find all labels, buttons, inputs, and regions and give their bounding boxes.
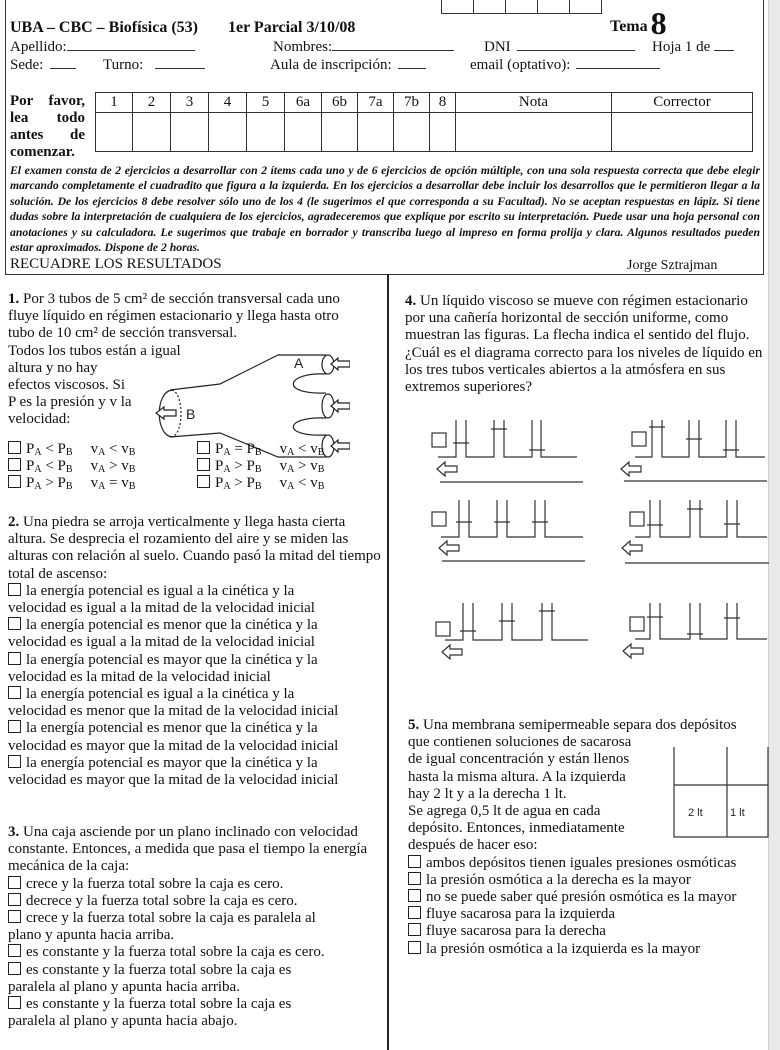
checkbox[interactable] xyxy=(8,755,21,768)
col-4: 4 xyxy=(209,93,247,113)
col-7a: 7a xyxy=(358,93,394,113)
apellido-label: Apellido: xyxy=(10,39,67,55)
checkbox[interactable] xyxy=(8,996,21,1009)
checkbox[interactable] xyxy=(408,889,421,902)
nombres-label: Nombres: xyxy=(273,39,333,55)
grade-cell[interactable] xyxy=(209,113,247,152)
nota-cell[interactable] xyxy=(456,113,612,152)
option[interactable]: la energía potencial es igual a la cinética y la velocidad es menor que la mitad de la velocidad inicial xyxy=(8,686,339,720)
grade-cell[interactable] xyxy=(394,113,430,152)
option[interactable]: la presión osmótica a la izquierda es la mayor xyxy=(408,941,768,958)
grade-cell[interactable] xyxy=(358,113,394,152)
checkbox[interactable] xyxy=(8,583,21,596)
question-text: hay 2 lt y a la derecha 1 lt. xyxy=(408,785,567,802)
col-2: 2 xyxy=(133,93,171,113)
question-text: tubo de 10 cm² de sección transversal. xyxy=(8,325,238,342)
label-b: B xyxy=(186,406,196,422)
question-text: Una piedra se arroja verticalmente y llega hasta cierta altura. Se desprecia el rozamiento del aire y se miden las alturas con relación al suelo. Cuando pasó la mitad del tiempo total de ascenso: xyxy=(8,514,381,582)
please-read-line: Por favor, xyxy=(10,93,85,109)
field-turno xyxy=(103,56,205,74)
dni-input[interactable] xyxy=(517,38,635,51)
question-number: 1. xyxy=(8,291,20,307)
question-text: efectos viscosos. Si xyxy=(8,377,126,394)
checkbox[interactable] xyxy=(8,652,21,665)
pipe-diagrams xyxy=(405,410,770,660)
question-text: altura y no hay xyxy=(8,359,98,376)
osmosis-tank-diagram xyxy=(672,745,772,845)
exam-instructions: El examen consta de 2 ejercicios a desarrollar con 2 ítems cada uno y de 6 ejercicios de opción múltiple, con una sola respuesta correcta que debe elegir marcando completamente el cuadradito que figura a la izquierda. En los ejercicios a desarrollar debe incluir los desarrollos que le permitieron llegar a la solución. De los ejercicios 8 debe resolver sólo uno de los 4 (le sugerimos el que corresponda a su Facultad). No se aceptan respuestas en lápiz. Si tiene dudas sobre la interpretación de cualquiera de los ejercicios, agradeceremos que explique por escrito su interpretación. Puede usar una hoja personal con anotaciones y su calculadora. Le sugerimos que trabaje en borrador y transcriba luego al impreso en forma prolija y clara. Algunos resultados pueden estar aproximados. Dispone de 2 horas. xyxy=(10,164,760,255)
tema-number: 8 xyxy=(650,5,667,41)
diagram-option-1 xyxy=(432,420,583,482)
grade-table-header xyxy=(96,93,753,113)
field-sede xyxy=(10,56,76,74)
checkbox[interactable] xyxy=(8,944,21,957)
col-5: 5 xyxy=(247,93,285,113)
field-nombres xyxy=(273,38,454,56)
grade-cell[interactable] xyxy=(171,113,209,152)
recuadre-note: RECUADRE LOS RESULTADOS xyxy=(10,256,222,272)
col-nota: Nota xyxy=(456,93,612,113)
checkbox[interactable] xyxy=(197,475,210,488)
corrector-cell[interactable] xyxy=(612,113,753,152)
checkbox[interactable] xyxy=(408,923,421,936)
grade-table-row xyxy=(96,113,753,152)
email-input[interactable] xyxy=(576,56,660,69)
question-text: P es la presión y v la xyxy=(8,394,132,411)
grade-cell[interactable] xyxy=(247,113,285,152)
checkbox[interactable] xyxy=(8,458,21,471)
email-label: email (optativo): xyxy=(470,57,571,73)
option[interactable]: $P_A > P_B$ $v_A < v_B$ xyxy=(197,475,324,492)
col-7b: 7b xyxy=(394,93,430,113)
option[interactable]: no se puede saber qué presión osmótica es la mayor xyxy=(408,889,768,906)
question-text: Por 3 tubos de 5 cm² de sección transversal cada uno xyxy=(23,291,340,307)
turno-label: Turno: xyxy=(103,57,144,73)
option[interactable]: $P_A < P_B$ $v_A > v_B$ xyxy=(8,458,135,475)
turno-input[interactable] xyxy=(155,56,205,69)
checkbox[interactable] xyxy=(8,475,21,488)
checkbox[interactable] xyxy=(8,910,21,923)
option[interactable]: la energía potencial es mayor que la cinética y la velocidad es mayor que la mitad de la velocidad inicial xyxy=(8,754,339,789)
option[interactable]: $P_A < P_B$ $v_A < v_B$ xyxy=(8,441,135,458)
question-text: después de hacer eso: xyxy=(408,837,538,854)
question-text: que contienen soluciones de sacarosa xyxy=(408,734,632,751)
col-8: 8 xyxy=(430,93,456,113)
grade-cell[interactable] xyxy=(322,113,358,152)
question-text: Se agrega 0,5 lt de agua en cada xyxy=(408,803,601,820)
question-text: fluye líquido en régimen estacionario y llega hasta otro xyxy=(8,308,339,325)
hoja-label: Hoja 1 de xyxy=(652,39,711,55)
please-read-line: antes de xyxy=(10,127,85,143)
sede-label: Sede: xyxy=(10,57,44,73)
author-name: Jorge Sztrajman xyxy=(627,258,718,273)
tema-label xyxy=(610,5,667,42)
question-4 xyxy=(405,293,765,396)
question-number: 2. xyxy=(8,514,20,530)
course-name: UBA – CBC – Biofísica (53) xyxy=(10,19,198,36)
question-text: velocidad: xyxy=(8,411,71,428)
please-read-line: lea todo xyxy=(10,110,85,126)
tema-text: Tema xyxy=(610,18,648,35)
checkbox[interactable] xyxy=(8,720,21,733)
col-1: 1 xyxy=(96,93,133,113)
option[interactable]: ambos depósitos tienen iguales presiones osmóticas xyxy=(408,855,768,872)
checkbox[interactable] xyxy=(8,441,21,454)
apellido-input[interactable] xyxy=(67,38,195,51)
tank-right-label: 1 lt xyxy=(730,807,745,819)
checkbox[interactable] xyxy=(8,617,21,630)
grade-cell[interactable] xyxy=(96,113,133,152)
option[interactable]: la energía potencial es mayor que la cinética y la velocidad es la mitad de la velocidad inicial xyxy=(8,651,318,685)
checkbox[interactable] xyxy=(8,686,21,699)
checkbox[interactable] xyxy=(197,458,210,471)
question-text: de igual concentración y están llenos xyxy=(408,751,630,768)
aula-input[interactable] xyxy=(398,56,426,69)
field-email xyxy=(470,56,660,74)
column-divider xyxy=(387,274,389,1050)
option[interactable]: decrece y la fuerza total sobre la caja es cero. xyxy=(8,893,384,910)
checkbox[interactable] xyxy=(8,893,21,906)
question-number: 5. xyxy=(408,717,420,733)
question-3 xyxy=(8,824,384,1030)
option[interactable]: es constante y la fuerza total sobre la caja es paralela al plano y apunta hacia arriba. xyxy=(8,961,292,995)
exam-date: 1er Parcial 3/10/08 xyxy=(228,19,356,36)
dni-label: DNI xyxy=(484,39,511,55)
q1-options-right xyxy=(197,441,324,493)
tank-left-label: 2 lt xyxy=(688,807,703,819)
sede-input[interactable] xyxy=(50,56,76,69)
question-text: depósito. Entonces, inmediatamente xyxy=(408,820,625,837)
option[interactable]: es constante y la fuerza total sobre la caja es paralela al plano y apunta hacia abajo. xyxy=(8,996,292,1030)
option[interactable]: la presión osmótica a la derecha es la mayor xyxy=(408,872,768,889)
field-hoja xyxy=(652,38,734,56)
please-read-note xyxy=(10,93,85,161)
grade-cell[interactable] xyxy=(133,113,171,152)
checkbox[interactable] xyxy=(8,962,21,975)
option[interactable]: $P_A = P_B$ $v_A < v_B$ xyxy=(197,441,324,458)
col-6a: 6a xyxy=(285,93,322,113)
label-a: A xyxy=(294,355,304,371)
col-3: 3 xyxy=(171,93,209,113)
option[interactable]: la energía potencial es menor que la cinética y la velocidad es mayor que la mitad de la velocidad inicial xyxy=(8,720,339,754)
question-number: 4. xyxy=(405,293,417,309)
grade-cell[interactable] xyxy=(430,113,456,152)
please-read-line: comenzar. xyxy=(10,144,75,160)
option[interactable]: fluye sacarosa para la izquierda xyxy=(408,906,768,923)
checkbox[interactable] xyxy=(408,906,421,919)
checkbox[interactable] xyxy=(408,941,421,954)
question-text: Una membrana semipermeable separa dos depósitos xyxy=(423,717,737,733)
option[interactable]: crece y la fuerza total sobre la caja es cero. xyxy=(8,876,384,893)
field-dni xyxy=(484,38,635,56)
question-text: Todos los tubos están a igual xyxy=(8,342,181,359)
checkbox[interactable] xyxy=(408,855,421,868)
option[interactable]: fluye sacarosa para la derecha xyxy=(408,923,768,940)
grade-table xyxy=(95,92,753,152)
col-corrector: Corrector xyxy=(612,93,753,113)
grade-cell[interactable] xyxy=(285,113,322,152)
hoja-input[interactable] xyxy=(714,38,734,51)
exam-title xyxy=(10,19,355,37)
option[interactable]: es constante y la fuerza total sobre la caja es cero. xyxy=(8,944,384,961)
col-6b: 6b xyxy=(322,93,358,113)
option[interactable]: $P_A > P_B$ $v_A = v_B$ xyxy=(8,475,135,492)
nombres-input[interactable] xyxy=(332,38,454,51)
question-text: Un líquido viscoso se mueve con régimen estacionario por una cañería horizontal de sección uniforme, como muestran las figuras. La flecha indica el sentido del flujo. ¿Cuál es el diagrama correcto para los niveles de líquido en los tres tubos verticales abiertos a la atmósfera en sus extremos superiores? xyxy=(405,293,763,396)
option[interactable]: crece y la fuerza total sobre la caja es paralela al plano y apunta hacia arriba. xyxy=(8,910,316,944)
question-text: Una caja asciende por un plano inclinado con velocidad constante. Entonces, a medida que pasa el tiempo la energía mecánica de la caja: xyxy=(8,824,368,875)
checkbox[interactable] xyxy=(408,872,421,885)
question-2 xyxy=(8,514,384,789)
question-number: 3. xyxy=(8,824,20,840)
q1-options-left xyxy=(8,441,135,493)
checkbox[interactable] xyxy=(197,441,210,454)
question-text: hasta la misma altura. A la izquierda xyxy=(408,768,626,785)
field-aula xyxy=(270,56,426,74)
field-apellido xyxy=(10,38,195,56)
checkbox[interactable] xyxy=(8,876,21,889)
checkbox[interactable] xyxy=(432,433,446,447)
option[interactable]: $P_A > P_B$ $v_A > v_B$ xyxy=(197,458,324,475)
option[interactable]: la energía potencial es igual a la cinética y la velocidad es igual a la mitad de la velocidad inicial xyxy=(8,582,315,617)
option[interactable]: la energía potencial es menor que la cinética y la velocidad es igual a la mitad de la velocidad inicial xyxy=(8,617,318,651)
aula-label: Aula de inscripción: xyxy=(270,57,392,73)
